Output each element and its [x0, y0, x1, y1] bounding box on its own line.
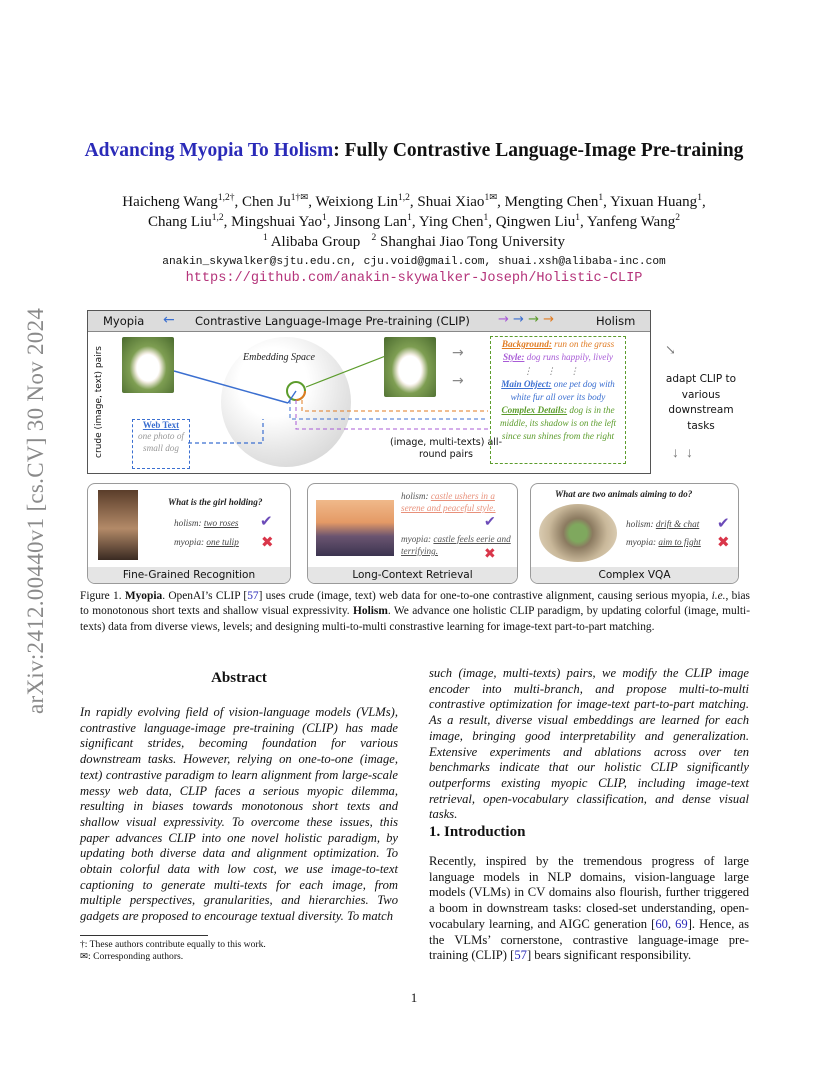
myopia-answer-text: castle feels eerie and terrifying.	[401, 534, 511, 556]
footnote-rule	[80, 935, 208, 936]
task-label: Long-Context Retrieval	[308, 567, 517, 583]
down-arrows-icon: ↓ ↓	[672, 446, 693, 461]
author-line-1	[40, 192, 788, 211]
holism-tag: holism:	[401, 491, 429, 501]
abstract-body: In rapidly evolving field of vision-language models (VLMs), contrastive language-image pre-training (CLIP) has made significant strides, becoming foundation for various downstream tasks. However, relying on one-to-one (image, text) contrastive paradigm to learn alignment from large-scale messy web data, CLIP faces a serious myopic dilemma, resulting in biases towards monotonous short texts and shallow visual expressivity. To overcome these issues, this paper advances CLIP into one novel holistic paradigm, by updating both diverse data and alignment optimization. To obtain colorful data with low cost, we use image-to-text captioning to generate multi-texts for each image, from multiple perspectives, granularities, and hierarchies. Two gadgets are proposed to encourage textual diversity. To match	[80, 705, 398, 924]
intro-t1: Recently, inspired by the tremendous progress of large language models in NLP domains, vision-language large models (VLMs) in CV domains also flourish, further triggered a boom in downstream tasks: closed-set understanding, open-vocabulary learning, and AIGC generation [	[429, 854, 749, 931]
caption-myopia: Myopia	[124, 590, 163, 602]
author-name: Yixuan Huang	[610, 194, 698, 210]
author-affil-sup: 1	[598, 193, 604, 203]
author-affil-sup: 1	[407, 213, 412, 223]
affil-name: Shanghai Jiao Tong University	[376, 234, 565, 250]
author-affil-sup: 1	[575, 213, 581, 223]
caption-t1: . OpenAI’s CLIP [	[162, 590, 248, 602]
caption-t4: . We advance one holistic CLIP paradigm, by updating colorful (image, multi-texts) data from diverse views, levels; and designing multi-to-multi constrastive learning for image-text part-to-part matching.	[80, 605, 750, 633]
author-affil-sup: 1,2	[397, 193, 410, 203]
arrow-icon: →	[452, 373, 464, 389]
author-sep: ,	[326, 214, 335, 230]
affil-gap	[360, 234, 371, 250]
author-name: Shuai Xiao	[417, 194, 485, 210]
author-name: Yanfeng Wang	[586, 214, 676, 230]
holism-tag: holism:	[174, 518, 202, 528]
complex-key: Complex Details:	[501, 405, 568, 415]
author-name: Weixiong Lin	[315, 194, 398, 210]
question: What is the girl holding?	[168, 497, 263, 507]
task-complex-vqa	[530, 483, 739, 584]
side-label: crude (image, text) pairs	[94, 346, 104, 458]
footnote-1: †: These authors contribute equally to this work.	[80, 939, 266, 950]
caption-fig: Figure 1.	[80, 590, 122, 602]
task-fine-grained	[87, 483, 291, 584]
footnote-2: ✉: Corresponding authors.	[80, 951, 184, 962]
author-name: Chen Ju	[242, 194, 291, 210]
myopia-answer-text: one tulip	[206, 537, 239, 547]
cross-icon: ✖	[261, 535, 274, 551]
holism-dash-3	[302, 400, 488, 411]
myopia-line	[174, 371, 288, 403]
intro-heading: 1. Introduction	[429, 824, 526, 840]
author-sep: ,	[234, 194, 242, 210]
myopia-answer	[626, 536, 701, 549]
citation-link[interactable]: 57	[247, 590, 259, 602]
task-label: Fine-Grained Recognition	[88, 567, 290, 583]
holism-answer	[401, 490, 511, 514]
clip-overview-panel	[87, 310, 651, 474]
cross-icon: ✖	[484, 547, 496, 562]
myopia-tag: myopia:	[174, 537, 205, 547]
author-emails: anakin_skywalker@sjtu.edu.cn, cju.void@gmail.com, shuai.xsh@alibaba-inc.com	[162, 256, 666, 268]
dog-photo-right	[384, 337, 436, 397]
intro-body	[429, 854, 749, 964]
paper-title	[40, 140, 788, 162]
citation-link[interactable]: 60	[655, 916, 668, 931]
castle-photo	[316, 500, 394, 556]
affil-sup: 1	[263, 233, 268, 243]
abstract-heading: Abstract	[211, 670, 267, 686]
web-text-body: one photo of small dog	[138, 431, 184, 453]
task-label: Complex VQA	[531, 567, 738, 583]
holism-answer-text: castle ushers in a serene and peaceful style.	[401, 491, 496, 513]
citation-link[interactable]: 57	[514, 948, 527, 963]
author-name: Mengting Chen	[504, 194, 599, 210]
citation-link[interactable]: 69	[675, 916, 688, 931]
task-long-context	[307, 483, 518, 584]
author-affil-sup: 1,2†	[217, 193, 235, 203]
intro-t3: ]. Hence, as the VLMs’ cornerstone, contrastive language-image pre-training (CLIP) [	[429, 916, 749, 963]
cross-icon: ✖	[717, 535, 730, 551]
diag-arrow-icon: ↘	[665, 342, 676, 357]
figure-1	[87, 310, 747, 582]
caption-ie: i.e.	[711, 590, 726, 602]
myopia-answer	[174, 536, 239, 549]
myopia-tag: myopia:	[626, 537, 657, 547]
embedding-space-label: Embedding Space	[243, 352, 315, 363]
holism-link	[306, 355, 388, 387]
holism-answer-text: two roses	[203, 518, 239, 528]
style-key: Style:	[503, 352, 525, 362]
style-val: dog runs happily, lively	[524, 352, 613, 362]
arxiv-stamp: arXiv:2412.00440v1 [cs.CV] 30 Nov 2024	[23, 307, 48, 714]
multi-texts-label: (image, multi-texts) all-round pairs	[386, 437, 506, 461]
title-highlight: Advancing Myopia To Holism	[84, 140, 334, 161]
figure-caption	[80, 589, 750, 635]
check-icon: ✔	[484, 515, 496, 530]
adapt-label: adapt CLIP to various downstream tasks	[665, 373, 737, 432]
title-rest: : Fully Contrastive Language-Image Pre-training	[333, 140, 744, 161]
arrow-icon: →	[452, 345, 464, 361]
author-affil-sup: 1	[697, 193, 702, 203]
left-arrow-icon: ←	[163, 312, 175, 328]
author-affil-sup: 1	[321, 213, 327, 223]
author-name: Chang Liu	[148, 214, 212, 230]
holism-dash-1	[296, 400, 488, 429]
author-sep: ,	[580, 214, 587, 230]
complex-val: dog is in the middle, its shadow is on the left since sun shines from the right	[499, 405, 617, 441]
ellipsis-row: ⋮⋮⋮	[523, 366, 593, 376]
author-sep: ,	[701, 194, 706, 210]
holism-tag: holism:	[626, 519, 654, 529]
author-sep: ,	[497, 194, 505, 210]
girl-painting	[98, 490, 138, 560]
page-number: 1	[410, 990, 418, 1005]
main-object-val: one pet dog with white fur all over its body	[510, 379, 615, 402]
main-object-key: Main Object:	[501, 379, 552, 389]
author-sep: ,	[603, 194, 611, 210]
header-holism: Holism	[596, 314, 636, 328]
header-myopia: Myopia	[103, 314, 145, 328]
repo-link[interactable]: https://github.com/anakin-skywalker-Joseph/Holistic-CLIP	[185, 271, 643, 286]
right-arrows-icon: → → → →	[498, 312, 555, 327]
abstract-body-continued: such (image, multi-texts) pairs, we modify the CLIP image encoder into multi-branch, and propose multi-to-multi contrastive optimization for image-text part-to-part matching. As a result, diverse visual embeddings are learned for each image, bringing good interpretability and generalization. Extensive experiments and ablations across over ten benchmarks indicate that our holistic CLIP significantly outperforms existing myopic CLIP, including image-text retrieval, open-vocabulary classification, and dense visual tasks.	[429, 666, 749, 822]
author-name: Mingshuai Yao	[231, 214, 322, 230]
check-icon: ✔	[717, 516, 730, 532]
author-affil-sup: 1†✉	[290, 193, 309, 203]
author-affil-sup: 2	[675, 213, 680, 223]
author-sep: ,	[411, 214, 419, 230]
web-text-link	[188, 419, 263, 443]
holism-dash-2	[290, 400, 488, 419]
holism-answer-text: drift & chat	[655, 519, 700, 529]
affiliations	[40, 233, 788, 251]
header-clip: Contrastive Language-Image Pre-training (CLIP)	[195, 314, 470, 328]
caption-holism: Holism	[353, 605, 388, 618]
affil-name: Alibaba Group	[267, 234, 361, 250]
author-name: Qingwen Liu	[495, 214, 576, 230]
web-text-title: Web Text	[142, 420, 180, 430]
myopia-tag: myopia:	[401, 534, 432, 544]
animals-illustration	[539, 504, 617, 562]
author-sep: ,	[308, 194, 316, 210]
check-icon: ✔	[260, 514, 273, 530]
holism-answer	[626, 518, 699, 531]
myopia-answer	[401, 533, 513, 557]
author-sep: ,	[409, 194, 418, 210]
author-name: Haicheng Wang	[122, 194, 218, 210]
author-affil-sup: 1,2	[211, 213, 224, 223]
intro-t2: ,	[667, 916, 676, 931]
intro-t4: ] bears significant responsibility.	[526, 948, 692, 963]
myopia-answer-text: aim to fight	[658, 537, 701, 547]
question: What are two animals aiming to do?	[555, 489, 693, 499]
affil-sup: 2	[371, 233, 377, 243]
caption-t2: ] uses crude (image, text) web data for one-to-one contrastive alignment, causing serious myopia,	[258, 590, 709, 602]
author-name: Ying Chen	[418, 214, 484, 230]
author-affil-sup: 1✉	[484, 193, 498, 203]
author-name: Jinsong Lan	[334, 214, 408, 230]
author-line-2	[40, 213, 788, 231]
holism-answer	[174, 517, 239, 530]
background-key: Background:	[501, 339, 552, 349]
multi-text-box	[490, 336, 626, 464]
background-val: run on the grass	[551, 339, 615, 349]
author-sep: ,	[223, 214, 232, 230]
author-sep: ,	[488, 214, 496, 230]
author-affil-sup: 1	[483, 213, 489, 223]
caption-t3: , bias to monotonous short texts and shallow visual expressivity.	[80, 590, 750, 618]
